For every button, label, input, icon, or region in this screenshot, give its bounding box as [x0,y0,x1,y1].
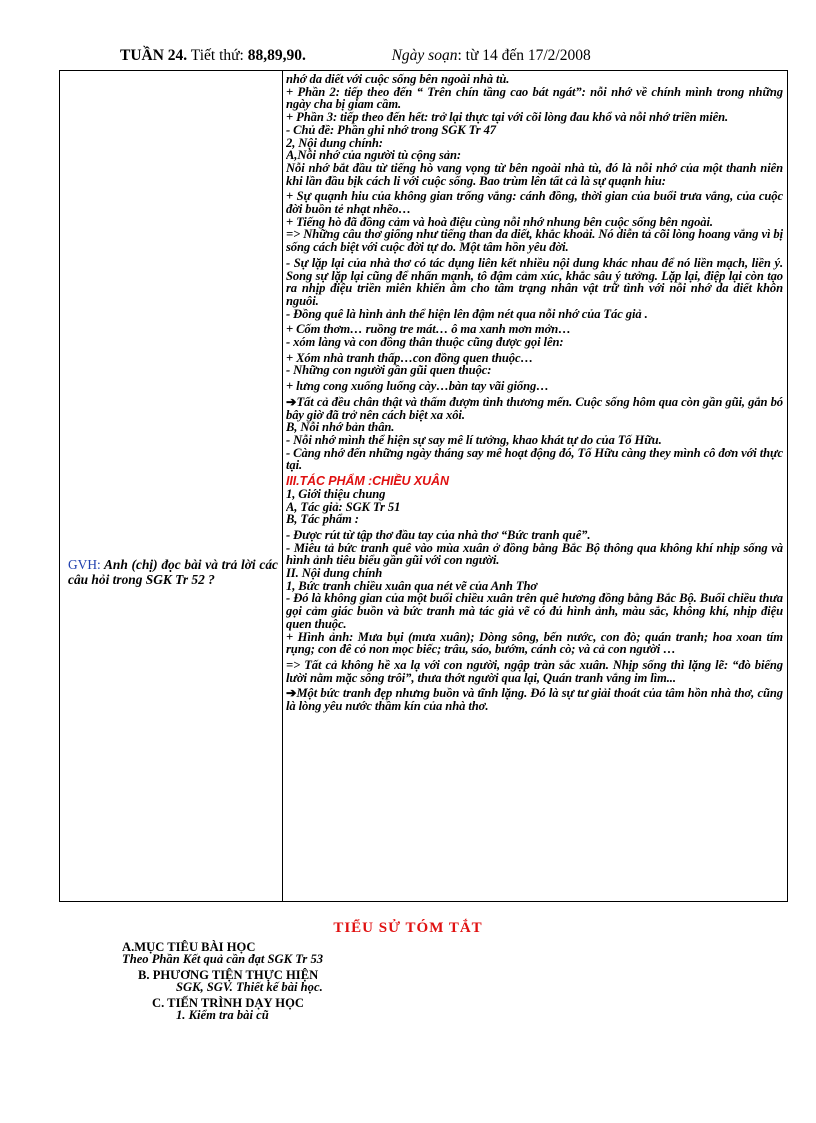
content-line: + Hình ảnh: Mưa bụi (mưa xuân); Dòng sông, bến nước, con đò; quán tranh; hoa xoan tím rụng; con đê cỏ non mọc biếc; trâu, sáo, bướm, cánh cò; và cả con người … [286,629,783,657]
content-line: + Phần 2: tiếp theo đến “ Trên chín tầng cao bát ngát”: nỗi nhớ về chính mình trong những ngày cha bị giam cầm. [286,84,783,112]
content-line: + Xóm nhà tranh thấp…con đồng quen thuộc… [286,350,533,365]
content-line: 1, Bức tranh chiều xuân qua nét vẽ của Anh Thơ [286,578,538,593]
content-line: - Đồng quê là hình ảnh thể hiện lên đậm nét qua nỗi nhớ của Tác giả . [286,306,648,321]
content-line: => Những câu thơ giống như tiếng than da diết, khắc khoải. Nó diễn tả cõi lòng hoang vắng vì bị sống cách biệt với cuộc đời tự do. Một tâm hồn yêu đời. [286,227,783,255]
content-line: B, Nỗi nhớ bản thân. [286,420,395,435]
content-line: - Miêu tả bức tranh quê vào mùa xuân ở đồng bằng Bắc Bộ thông qua không khí nhịp sống và hình ảnh tiêu biểu gần gũi với con người. [286,540,783,568]
content-line: nhớ da diết với cuộc sống bên ngoài nhà tù. [286,73,510,86]
content-line: + Tiếng hò đã đồng cảm và hoà điệu cùng nỗi nhớ nhung bên cuộc sống bên ngoài. [286,214,713,229]
content-line: - Sự lặp lại của nhà thơ có tác dụng liên kết nhiều nội dung khác nhau để nó liền mạch, liền ý. Song sự lặp lại cũng để nhấn mạnh, tô đậm cảm xúc, khắc sâu ý tưởng. Lặp lại, điệp lại còn tạo ra nhịp điệu triền miên khiến âm cho tâm trạng nhân vật trữ tình với nỗi nhớ da diết khôn nguôi. [286,255,783,308]
content-line: - Được rút từ tập thơ đầu tay của nhà thơ “Bức tranh quê”. [286,527,591,542]
content-line: A, Tác giả: SGK Tr 51 [286,499,401,514]
content-line: => Tất cả không hề xa lạ với con người, ngập tràn sắc xuân. Nhịp sống thì lặng lẽ: “đò biếng lười nằm mặc sông trôi”, thưa thớt người qua lại, Quán tranh vắng im lìm... [286,657,783,685]
week-label: TUẦN 24. [120,47,188,64]
arrow-icon: ➔ [286,686,297,701]
conclusion-line: ➔Một bức tranh đẹp nhưng buồn và tĩnh lặng. Đó là sự tư giải thoát của tâm hồn nhà thơ, cũng là lòng yêu nước thầm kín của nhà thơ. [286,686,783,714]
lesson-table [59,70,788,902]
content-line: - xóm làng và con đồng thân thuộc cũng được gọi lên: [286,335,564,350]
content-column [286,73,783,899]
content-line: A,Nỗi nhớ của người tù cộng sản: [286,148,461,163]
arrow-icon: ➔ [286,394,297,409]
section-a-text: Theo Phần Kết quả cần đạt SGK Tr 53 [122,952,324,966]
content-line: Nỗi nhớ bắt đầu từ tiếng hò vang vọng từ bên ngoài nhà tù, đó là nỗi nhớ của một thanh niên khi lần đầu bịk cách li với cuộc sống. Bao trùm lên tất cả là sự quạnh hiu: [286,160,783,188]
period-value: 88,89,90. [247,47,306,64]
section-a-title: A.MỤC TIÊU BÀI HỌC [122,940,256,954]
section-heading: III.TÁC PHẨM :CHIỀU XUÂN [286,474,449,489]
content-line: - Chủ đề: Phần ghi nhớ trong SGK Tr 47 [286,122,496,137]
content-line: 1, Giới thiệu chung [286,486,386,501]
date-value: : từ 14 đến 17/2/2008 [457,47,591,64]
conclusion-line: ➔Tất cả đều chân thật và thấm đượm tình thương mến. Cuộc sống hôm qua còn gần gũi, gắn bó bây giờ đã trở nên cách biệt xa xôi. [286,394,783,422]
section-b-title: B. PHƯƠNG TIỆN THỰC HIỆN [138,968,319,982]
content-line: - Nỗi nhớ mình thể hiện sự say mê lí tưởng, khao khát tự do của Tố Hữu. [286,432,662,447]
content-line: - Đó là không gian của một buổi chiều xuân trên quê hương đồng bằng Bắc Bộ. Buổi chiều thưa gọi cảm giác buồn và bức tranh mà tác giả vẽ có đủ hình ảnh, màu sắc, không khí, nhịp điệu quen thuộc. [286,591,783,631]
teacher-activity-column [60,71,283,901]
content-line: - Càng nhớ đến những ngày tháng say mê hoạt động đó, Tố Hữu càng they mình cô đơn với thực tại. [286,445,783,473]
content-line: + lưng cong xuống luống cày…bàn tay vãi giống… [286,379,549,394]
content-line: B, Tác phẩm : [286,512,359,527]
section-c-title: C. TIẾN TRÌNH DẠY HỌC [152,996,304,1010]
section-c-text: 1. Kiểm tra bài cũ [176,1008,269,1022]
period-label: Tiết thứ: [190,47,244,64]
page-header [120,47,591,65]
teacher-tag: GVH: [68,557,101,572]
teacher-prompt [68,557,278,587]
content-line: + Phần 3: tiếp theo đến hết: trở lại thực tại với cõi lòng đau khổ và nỗi nhớ triền miên. [286,110,729,125]
content-line: 2, Nội dung chính: [286,135,383,150]
content-line: II. Nội dung chính [286,566,383,581]
content-line: + Sự quạnh hiu của không gian trống vắng: cánh đồng, thời gian của buổi trưa vắng, của cuộc đời buồn tẻ nhạt nhẽo… [286,189,783,217]
content-line: - Những con người gần gũi quen thuộc: [286,363,492,378]
date-label: Ngày soạn [391,47,458,64]
teacher-question: Anh (chị) đọc bài và trả lời các câu hỏi trong SGK Tr 52 ? [68,557,278,587]
section-b-text: SGK, SGV. Thiết kế bài học. [176,980,323,994]
bio-title: TIỂU SỬ TÓM TẮT [333,920,483,936]
content-line: + Cốm thơm… ruồng tre mát… ô ma xanh mơn mởn… [286,322,571,337]
